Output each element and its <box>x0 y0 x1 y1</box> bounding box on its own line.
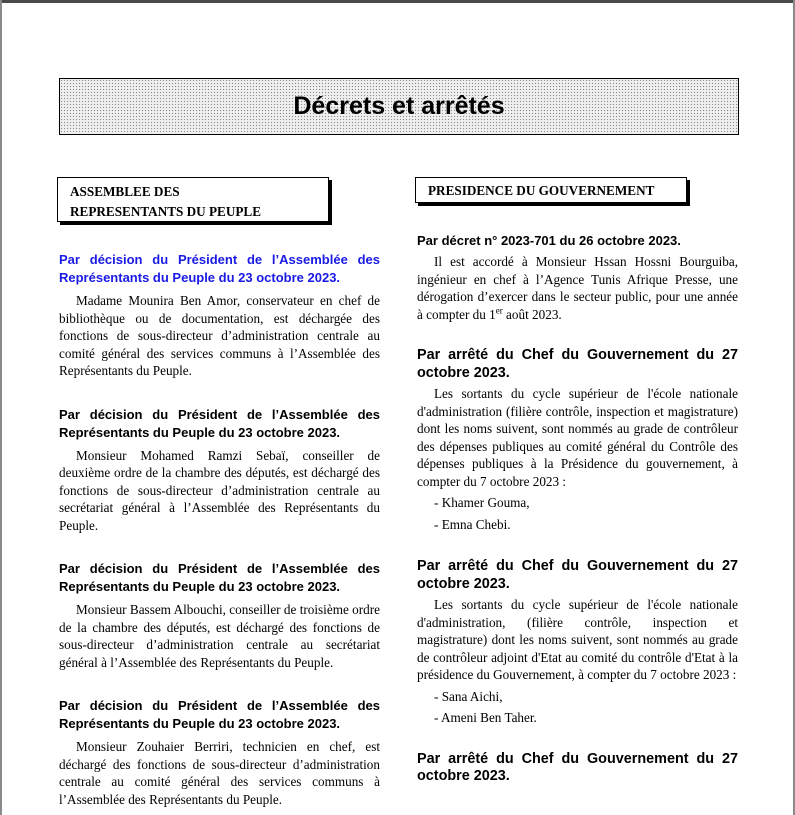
page-top-border <box>0 0 795 3</box>
left-column <box>59 232 380 808</box>
page-left-border <box>0 0 2 815</box>
title-banner <box>59 78 739 135</box>
entry <box>417 347 738 533</box>
entry-body: Madame Mounira Ben Amor, conservateur en chef de bibliothèque ou de documentation, est déchargée des fonctions de sous-directeur d’administration centrale au comité général des services communs à l’Assemblée des Représentants du Peuple. <box>59 293 380 378</box>
list-item: - Ameni Ben Taher. <box>434 710 537 725</box>
entry-heading: Par décision du Président de l’Assemblée des Représentants du Peuple du 23 octobre 2023. <box>59 406 380 440</box>
entry <box>417 558 738 727</box>
entry-body-text: Il est accordé à Monsieur Hssan Hossni Bourguiba, ingénieur en chef à l’Agence Tunis Afrique Presse, une dérogation d’exercer dans le secteur public, pour une année à compter du 1 <box>417 254 738 322</box>
entry <box>59 560 380 671</box>
entry-heading: Par décision du Président de l’Assemblée des Représentants du Peuple du 23 octobre 2023. <box>59 252 380 285</box>
entry-body: Monsieur Zouhaier Berriri, technicien en chef, est déchargé des fonctions de sous-directeur d’administration centrale au comité général des services communs à l’Assemblée des Représentants du Peuple. <box>59 739 380 807</box>
entry <box>59 251 380 380</box>
entry-heading: Par décision du Président de l’Assemblée des Représentants du Peuple du 23 octobre 2023. <box>59 561 380 594</box>
entry <box>417 751 738 786</box>
entry-body <box>417 253 738 323</box>
entry <box>417 232 738 323</box>
list-item: - Khamer Gouma, <box>434 495 530 510</box>
list-item: - Emna Chebi. <box>434 516 511 532</box>
entry-heading: Par arrêté du Chef du Gouvernement du 27 octobre 2023. <box>417 347 738 381</box>
entry-body-text-end: août 2023. <box>502 306 562 322</box>
section-title-text: PRESIDENCE DU GOUVERNEMENT <box>428 183 655 198</box>
entry <box>59 406 380 535</box>
entry-heading: Par arrêté du Chef du Gouvernement du 27 octobre 2023. <box>417 750 738 784</box>
entry-heading: Par décision du Président de l’Assemblée des Représentants du Peuple du 23 octobre 2023. <box>59 698 380 731</box>
section-title-line-2: REPRESENTANTS DU PEUPLE <box>70 204 262 219</box>
page-title: Décrets et arrêtés <box>293 92 505 120</box>
ordinal-superscript: er <box>495 305 503 316</box>
entry-heading: Par décret n° 2023-701 du 26 octobre 2023. <box>417 233 681 248</box>
section-title-line-1: ASSEMBLEE DES <box>70 184 180 199</box>
list-item: - Sana Aichi, <box>434 688 503 704</box>
section-title-presidence <box>415 177 687 203</box>
entry-body: Monsieur Mohamed Ramzi Sebaï, conseiller de deuxième ordre de la chambre des députés, est déchargé des fonctions de sous-directeur d’administration centrale au secrétariat général à l’Assemblée des Représentants du Peuple. <box>59 447 380 533</box>
section-title-assemblee <box>57 177 329 222</box>
entry <box>59 697 380 808</box>
entry-body: Monsieur Bassem Albouchi, conseiller de troisième ordre de la chambre des députés, est déchargé des fonctions de sous-directeur d’administration centrale au secrétariat général à l’Assemblée des Représentants du Peuple. <box>59 602 380 670</box>
entry-body: Les sortants du cycle supérieur de l'école nationale d'administration, (filière contrôle, inspection et magistrature) dont les noms suivent, sont nommés au grade de contrôleur adjoint d'Etat au comité du contrôle d'Etat à la présidence du Gouvernement, à compter du 7 octobre 2023 : <box>417 597 738 682</box>
right-column <box>417 232 738 786</box>
entry-heading: Par arrêté du Chef du Gouvernement du 27 octobre 2023. <box>417 558 738 592</box>
entry-body: Les sortants du cycle supérieur de l'école nationale d'administration (filière contrôle, inspection et magistrature) dont les noms suivent, sont nommés au grade de contrôleur des dépenses publiques au comité général du Contrôle des dépenses publiques à la Présidence du gouvernement, à compter du 7 octobre 2023 : <box>417 386 738 489</box>
